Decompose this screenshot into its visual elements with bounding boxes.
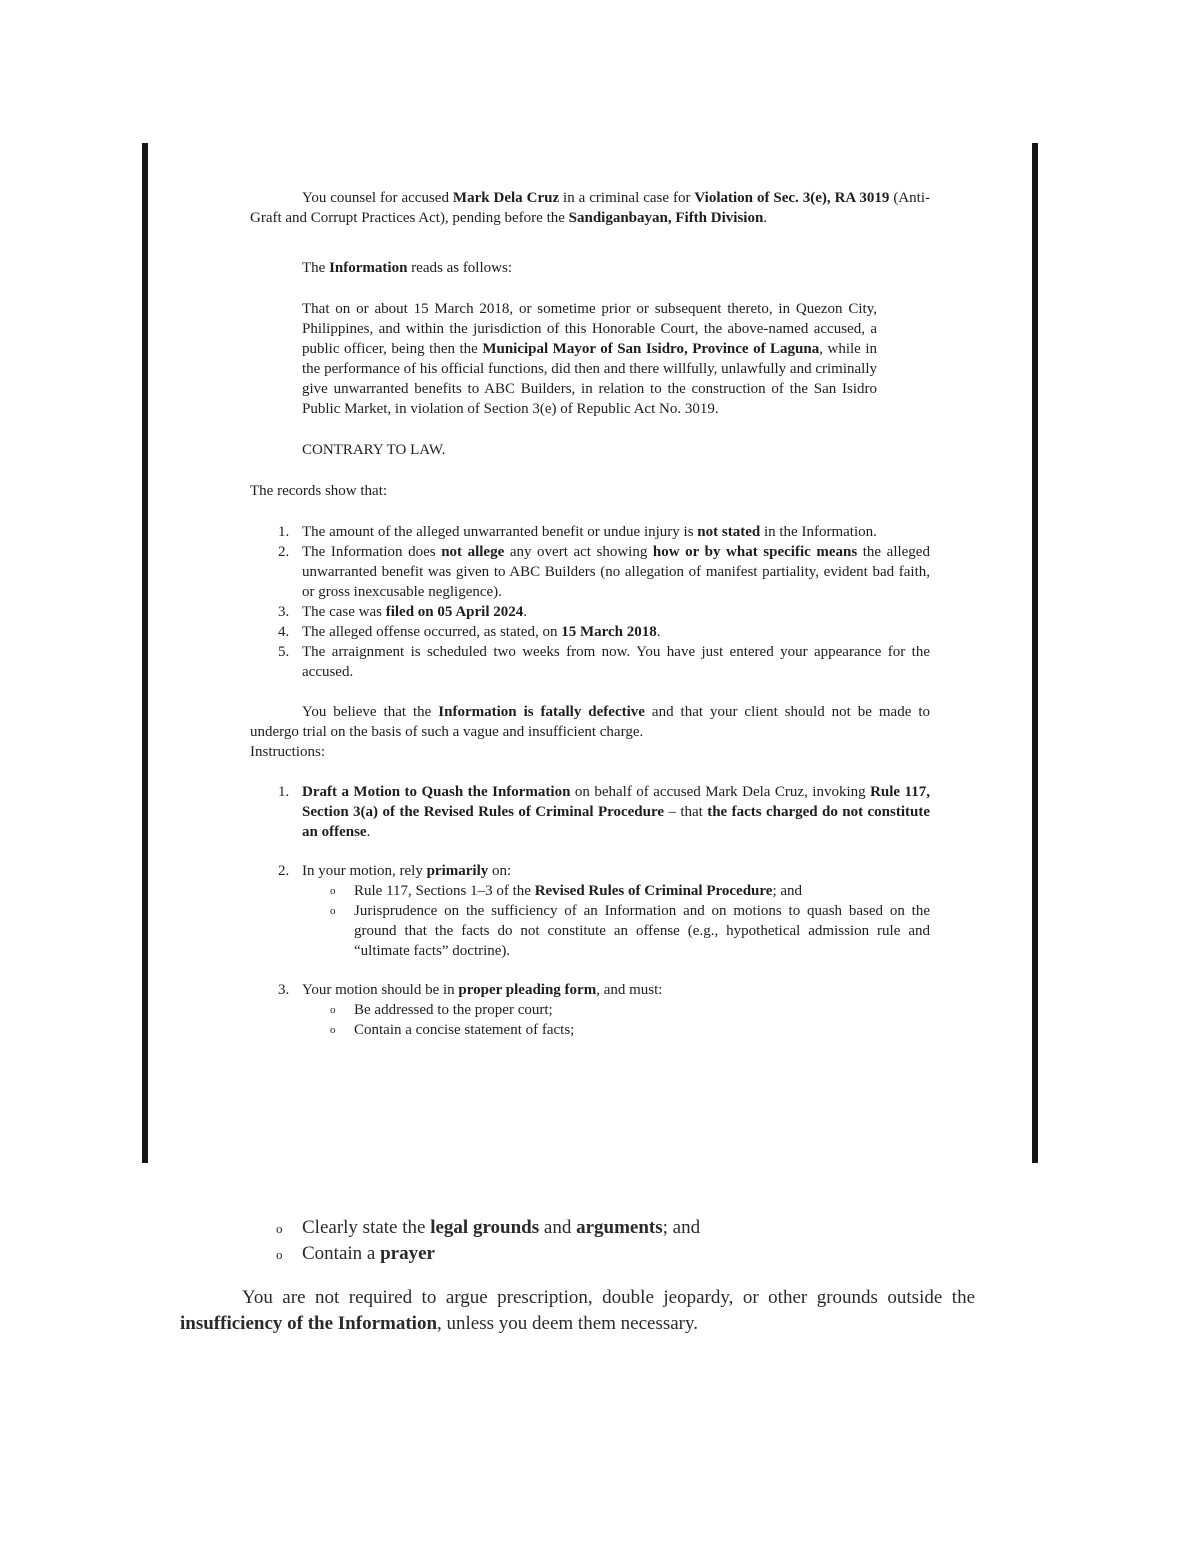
sub-list-item: o Contain a concise statement of facts; [330,1022,575,1038]
bullet-icon: o [276,1247,283,1262]
closing-paragraph: You are not required to argue prescription, double jeopardy, or other grounds outside the insufficiency of the Information, unless you deem them necessary. [180,1287,975,1334]
instruction-item: 1. Draft a Motion to Quash the Information on behalf of accused Mark Dela Cruz, invoking Rule 117, Section 3(a) of the Revised Rules of Criminal Procedure – that the facts charged do not constitute an offense. [278,784,930,840]
list-item: 5. The arraignment is scheduled two weeks from now. You have just entered your appearance for the accused. [278,644,930,680]
information-text: That on or about 15 March 2018, or sometime prior or subsequent thereto, in Quezon City, Philippines, and within the jurisdiction of this Honorable Court, the above-named accused, a public officer, being then the Municipal Mayor of San Isidro, Province of Laguna, while in the performance of his official functions, did then and there willfully, unlawfully and criminally give unwarranted benefits to ABC Builders, in relation to the construction of the San Isidro Public Market, in violation of Section 3(e) of Republic Act No. 3019. [302,301,877,417]
continued-section [180,1215,975,1337]
bullet-icon: o [330,1004,336,1016]
list-item: 3. The case was filed on 05 April 2024. [278,604,527,620]
instruction-item: 3. Your motion should be in proper pleading form, and must: o Be addressed to the proper court; o Contain a concise statement of facts; [250,980,930,1040]
instructions-list [250,782,930,1040]
sub-list [302,1000,930,1040]
records-intro: The records show that: [250,483,388,499]
bullet-icon: o [330,885,336,897]
information-intro: The Information reads as follows: [302,260,512,276]
court-name: Sandiganbayan, Fifth Division [568,210,764,226]
bullet-icon: o [276,1221,283,1236]
violation-charge: Violation of Sec. 3(e), RA 3019 [694,190,890,206]
left-margin-bar [142,143,148,1163]
records-list [250,522,930,682]
list-item: 4. The alleged offense occurred, as stated, on 15 March 2018. [278,624,661,640]
accused-name: Mark Dela Cruz [452,190,560,206]
sub-list-item: o Contain a prayer [180,1241,975,1267]
sub-list [302,881,930,961]
bullet-icon: o [330,905,336,917]
instruction-item: 2. In your motion, rely primarily on: o Rule 117, Sections 1–3 of the Revised Rules of Criminal Procedure; and o Jurisprudence on the sufficiency of an Information and on motions to quash based on the ground that the facts do not constitute an offense (e.g., hypothetical admission rule and “ultimate facts” doctrine). [278,863,930,959]
boxed-problem [250,188,930,1059]
right-margin-bar [1032,143,1038,1163]
continued-list [180,1215,975,1267]
instructions-label: Instructions: [250,744,325,760]
sub-list-item: o Clearly state the legal grounds and arguments; and [180,1215,975,1241]
list-item: 1. The amount of the alleged unwarranted benefit or undue injury is not stated in the Information. [278,524,877,540]
list-item: 2. The Information does not allege any overt act showing how or by what specific means the alleged unwarranted benefit was given to ABC Builders (no allegation of manifest partiality, evident bad faith, or gross inexcusable negligence). [278,544,930,600]
sub-list-item: o Rule 117, Sections 1–3 of the Revised Rules of Criminal Procedure; and [330,883,803,899]
intro-paragraph: You counsel for accused Mark Dela Cruz in a criminal case for Violation of Sec. 3(e), RA 3019 (Anti-Graft and Corrupt Practices Act), pending before the Sandiganbayan, Fifth Division. [250,190,930,226]
believe-paragraph: You believe that the Information is fatally defective and that your client should not be made to undergo trial on the basis of such a vague and insufficient charge. [250,704,930,740]
sub-list-item: o Jurisprudence on the sufficiency of an Information and on motions to quash based on the ground that the facts do not constitute an offense (e.g., hypothetical admission rule and “ultimate facts” doctrine). [330,903,930,959]
contrary-to-law: CONTRARY TO LAW. [302,442,446,458]
sub-list-item: o Be addressed to the proper court; [330,1002,553,1018]
bullet-icon: o [330,1024,336,1036]
